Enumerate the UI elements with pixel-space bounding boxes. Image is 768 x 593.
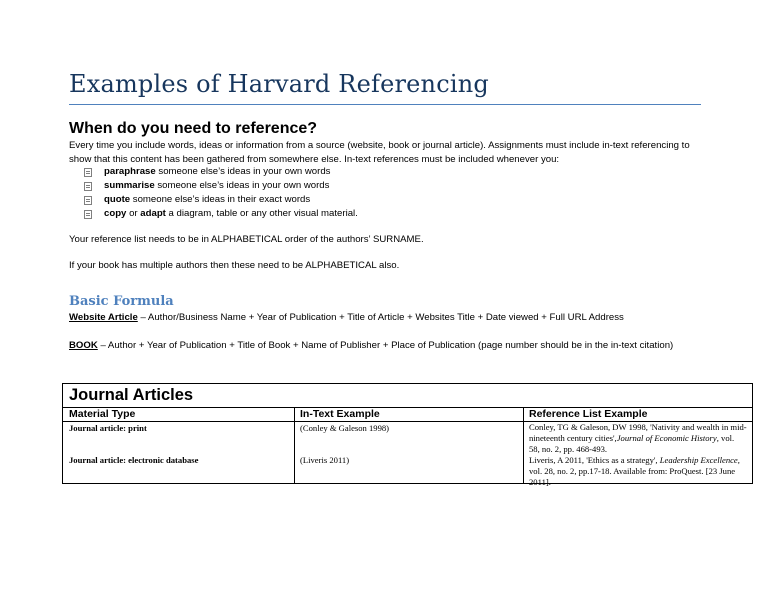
intro-paragraph: Every time you include words, ideas or information from a source (website, book or journal article). Assignments must include in-text referencing to show that this content has been gathered from somewhere else. In-text references must be included whenever you: <box>69 140 690 165</box>
bullet-keyword: copy <box>104 208 127 219</box>
bullet-text: someone else’s ideas in your own words <box>154 180 330 191</box>
reference-journal-title: Journal of Economic History <box>616 433 717 443</box>
reference-details: , vol. 58, no. 2, pp. 468-493. <box>529 433 735 454</box>
column-divider <box>294 407 295 483</box>
section-heading-basic-formula: Basic Formula <box>69 294 174 309</box>
reference-details: , vol. 28, no. 2, pp.17-18. Available from: ProQuest. [23 June 2011]. <box>529 455 740 487</box>
bullet-text: a diagram, table or any other visual material. <box>165 208 358 219</box>
bullet-text: someone else’s ideas in their exact words <box>130 194 311 205</box>
website-formula-text: – Author/Business Name + Year of Publication + Title of Article + Websites Title + Date viewed + Full URL Address <box>137 312 624 323</box>
section-heading-when: When do you need to reference? <box>69 120 318 137</box>
list-bullet-icon <box>84 168 92 177</box>
reference-journal-title: Leadership Excellence <box>659 455 738 465</box>
table-title: Journal Articles <box>69 386 194 404</box>
bullet-connector: or <box>126 208 141 219</box>
book-formula <box>69 339 673 353</box>
bullet-keyword-2: adapt <box>140 208 166 219</box>
list-item <box>84 165 358 179</box>
reference-reasons-list <box>84 165 358 221</box>
alphabetical-note: Your reference list needs to be in ALPHABETICAL order of the authors’ SURNAME. <box>69 234 424 245</box>
column-header-reference-list-example: Reference List Example <box>529 408 648 420</box>
multiple-authors-note: If your book has multiple authors then these need to be ALPHABETICAL also. <box>69 260 400 271</box>
list-item <box>84 179 358 193</box>
list-bullet-icon <box>84 182 92 191</box>
book-formula-text: – Author + Year of Publication + Title of Book + Name of Publisher + Place of Publication (page number should be in the in-text citation) <box>97 340 674 351</box>
table-cell-reference <box>529 422 747 455</box>
bullet-keyword: paraphrase <box>104 166 156 177</box>
table-cell-in-text: (Liveris 2011) <box>300 455 350 465</box>
column-header-in-text-example: In-Text Example <box>300 408 380 420</box>
bullet-keyword: summarise <box>104 180 155 191</box>
reference-text: Liveris, A 2011, 'Ethics as a strategy', <box>529 455 660 465</box>
website-article-label: Website Article <box>69 312 138 323</box>
list-item <box>84 207 358 221</box>
website-formula <box>69 311 624 325</box>
table-cell-in-text: (Conley & Galeson 1998) <box>300 423 390 433</box>
journal-articles-table <box>62 383 753 487</box>
title-underline <box>69 104 701 105</box>
table-cell-reference <box>529 455 747 488</box>
table-cell-material-type: Journal article: print <box>69 423 147 433</box>
page-title: Examples of Harvard Referencing <box>69 70 489 98</box>
column-header-material-type: Material Type <box>69 408 136 420</box>
column-divider <box>523 407 524 483</box>
list-item <box>84 193 358 207</box>
list-bullet-icon <box>84 196 92 205</box>
bullet-text: someone else’s ideas in your own words <box>155 166 331 177</box>
reference-text: Conley, TG & Galeson, DW 1998, 'Nativity and wealth in mid-nineteenth century cities', <box>529 422 747 443</box>
bullet-keyword: quote <box>104 194 131 205</box>
list-bullet-icon <box>84 210 92 219</box>
table-divider <box>63 407 752 408</box>
table-cell-material-type: Journal article: electronic database <box>69 455 199 465</box>
book-label: BOOK <box>69 340 98 351</box>
